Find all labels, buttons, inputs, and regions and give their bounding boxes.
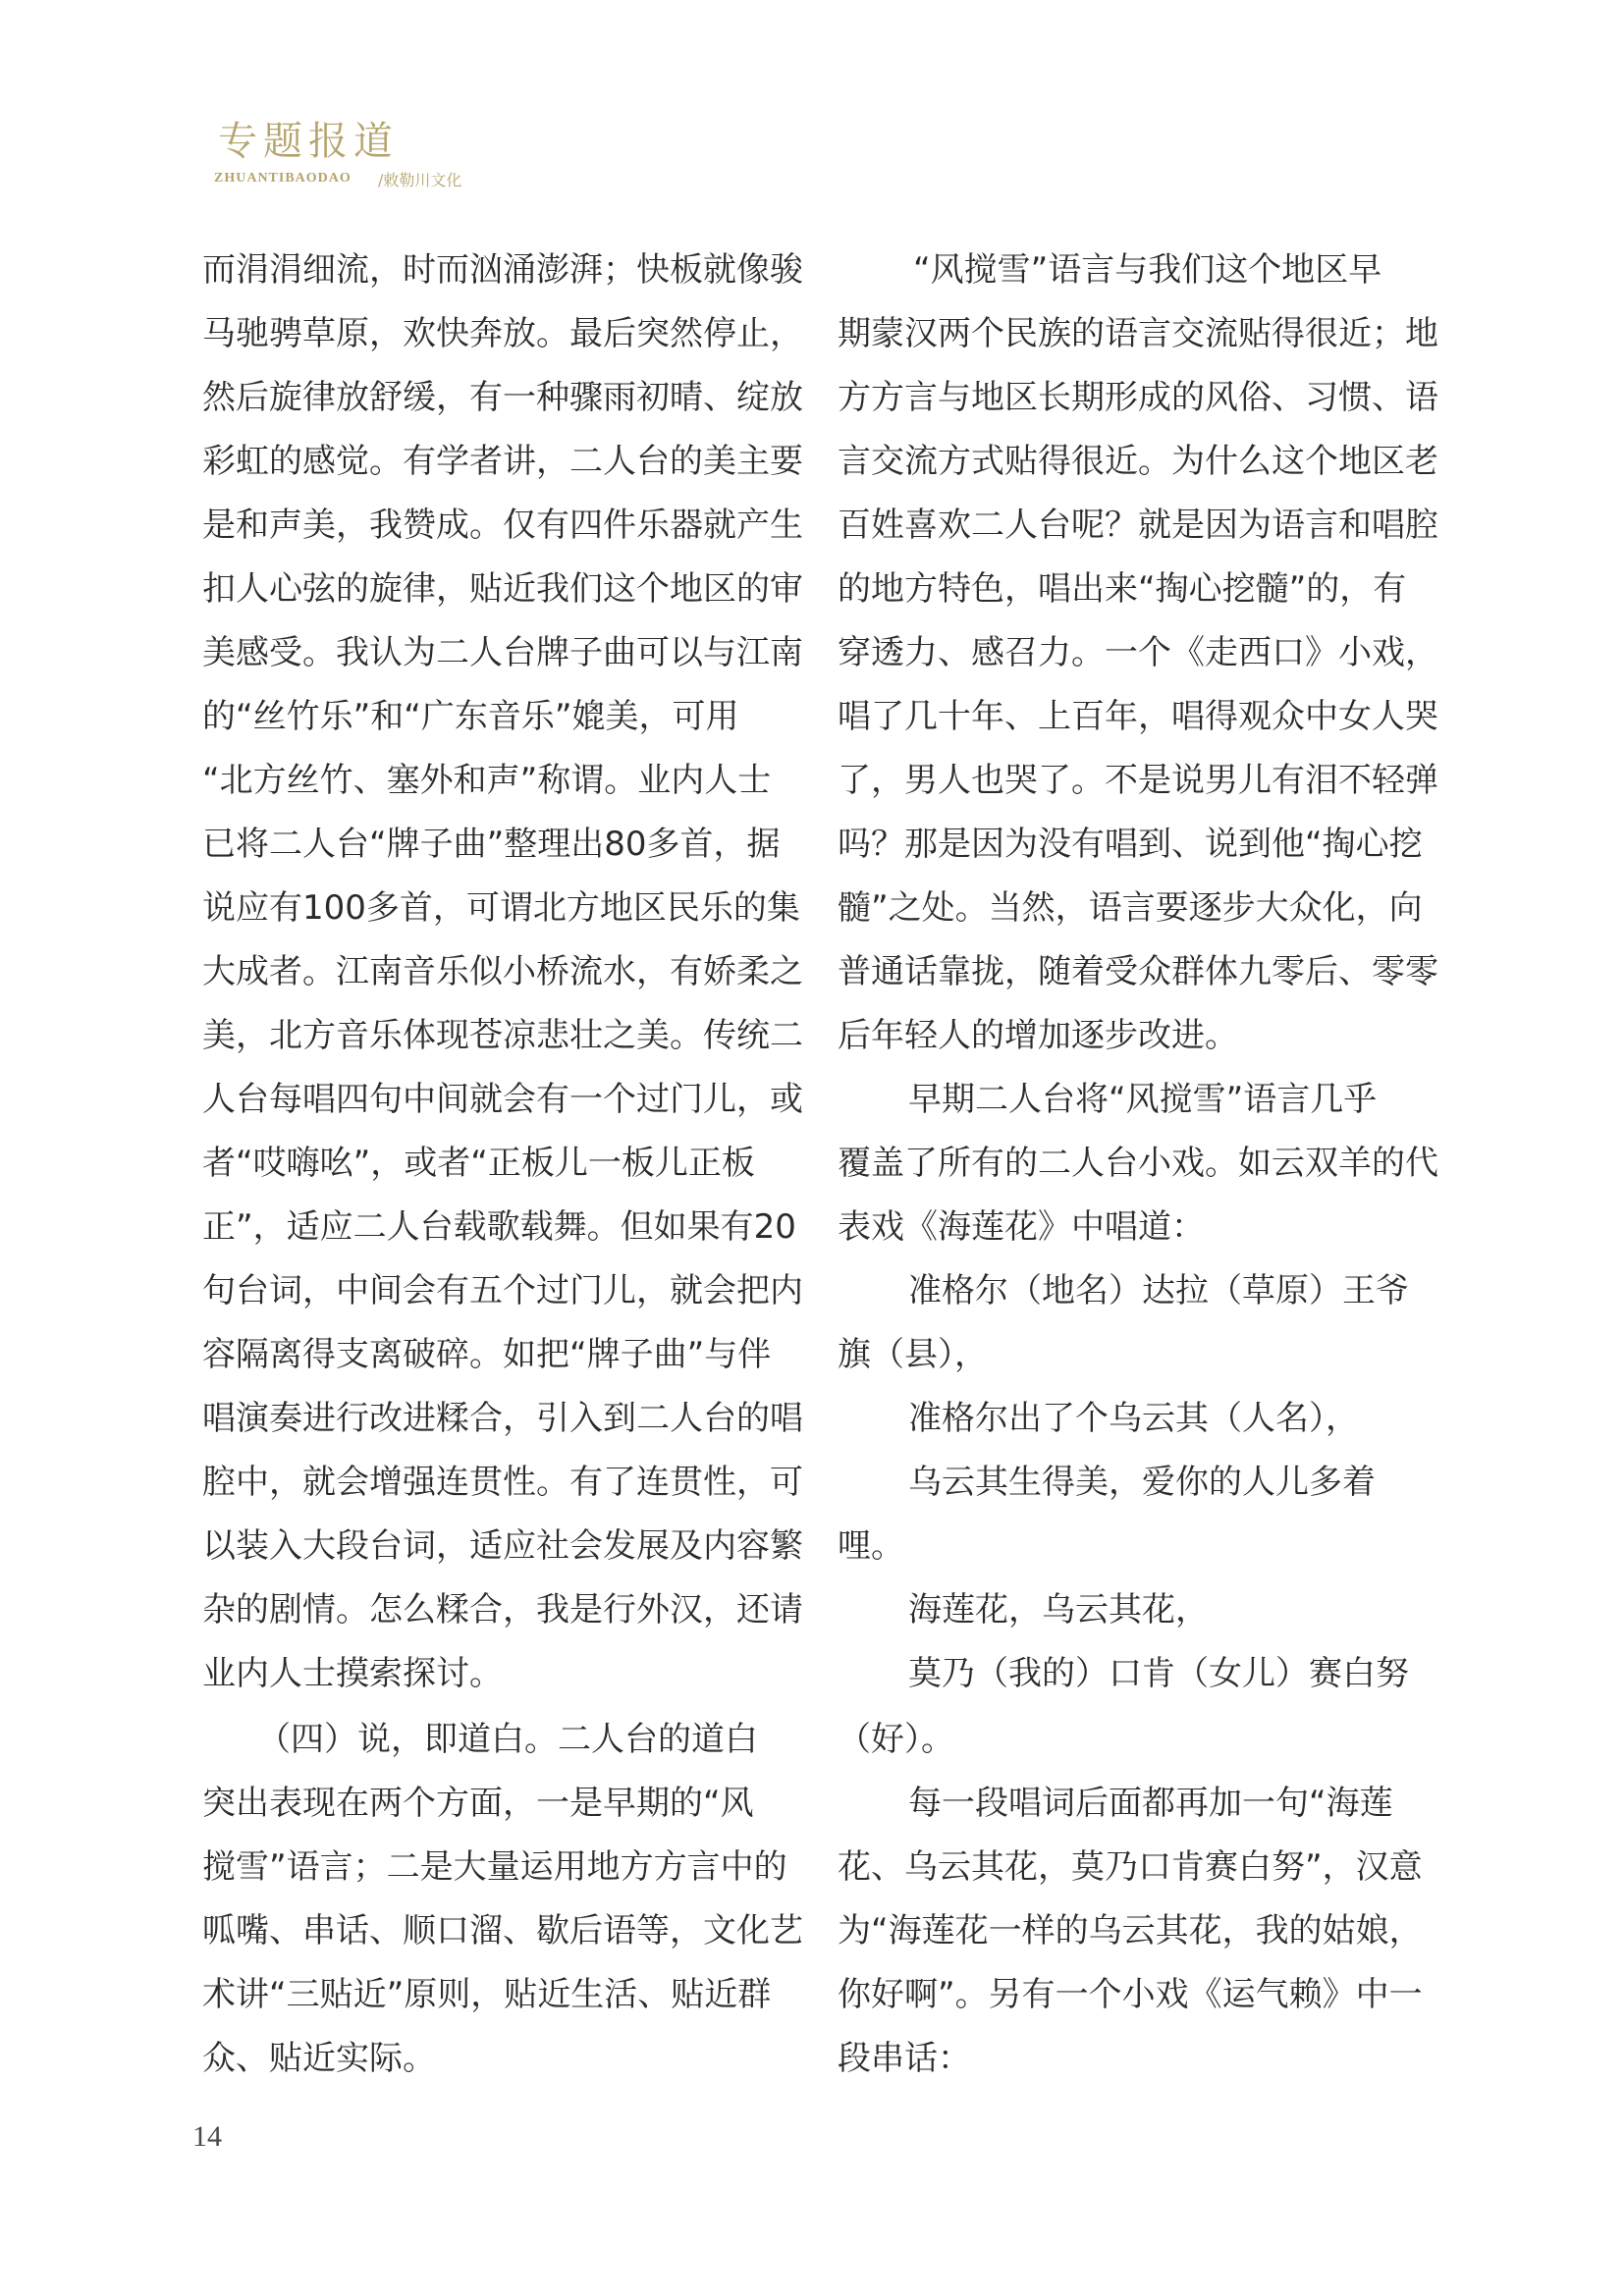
left-text-line: 搅雪”语言；二是大量运用地方方言中的 <box>202 1847 787 1887</box>
right-text-line: 准格尔（地名）达拉（草原）王爷 <box>908 1271 1409 1310</box>
right-text-line: 段串话： <box>838 2039 971 2078</box>
right-text-line: 穿透力、感召力。一个《走西口》小戏， <box>838 633 1438 672</box>
left-text-line: 人台每唱四句中间就会有一个过门儿，或 <box>202 1080 803 1119</box>
left-text-line: 呱嘴、串话、顺口溜、歇后语等，文化艺 <box>202 1911 803 1950</box>
right-text-line: 为“海莲花一样的乌云其花，我的姑娘， <box>838 1911 1423 1950</box>
left-text-line: （四）说，即道白。二人台的道白 <box>257 1720 758 1759</box>
right-text-line: 期蒙汉两个民族的语言交流贴得很近；地 <box>838 314 1438 353</box>
right-text-line: 表戏《海莲花》中唱道： <box>838 1207 1205 1247</box>
right-text-line: （好）。 <box>838 1720 954 1759</box>
left-text-line: 杂的剧情。怎么糅合，我是行外汉，还请 <box>202 1590 803 1629</box>
right-text-line: 乌云其生得美，爱你的人儿多着 <box>908 1463 1376 1502</box>
right-text-line: 你好啊”。另有一个小戏《运气赖》中一 <box>838 1975 1423 2014</box>
right-text-line: 海莲花，乌云其花， <box>908 1590 1209 1629</box>
left-text-line: 美感受。我认为二人台牌子曲可以与江南 <box>202 633 803 672</box>
left-text-line: 然后旋律放舒缓，有一种骤雨初晴、绽放 <box>202 378 803 417</box>
right-text-line: 每一段唱词后面都再加一句“海莲 <box>908 1784 1393 1823</box>
left-text-line: 的“丝竹乐”和“广东音乐”媲美，可用 <box>202 697 739 736</box>
left-text-line: 容隔离得支离破碎。如把“牌子曲”与伴 <box>202 1335 772 1374</box>
left-text-line: 是和声美，我赞成。仅有四件乐器就产生 <box>202 506 803 545</box>
right-text-line: 哩。 <box>838 1526 904 1566</box>
left-text-line: 正”，适应二人台载歌载舞。但如果有20 <box>202 1207 796 1247</box>
section-title: 专题报道 <box>218 119 399 164</box>
right-text-line: 了，男人也哭了。不是说男儿有泪不轻弹 <box>838 761 1438 800</box>
left-text-line: “北方丝竹、塞外和声”称谓。业内人士 <box>202 761 772 800</box>
right-text-line: 覆盖了所有的二人台小戏。如云双羊的代 <box>838 1144 1438 1183</box>
left-text-line: 以装入大段台词，适应社会发展及内容繁 <box>202 1526 803 1566</box>
right-text-line: 的地方特色，唱出来“掏心挖髓”的，有 <box>838 569 1407 609</box>
right-text-line: 旗（县）， <box>838 1335 988 1374</box>
left-text-line: 腔中，就会增强连贯性。有了连贯性，可 <box>202 1463 803 1502</box>
right-text-line: 准格尔出了个乌云其（人名）， <box>908 1399 1359 1438</box>
left-text-line: 突出表现在两个方面，一是早期的“风 <box>202 1784 754 1823</box>
right-text-line: 言交流方式贴得很近。为什么这个地区老 <box>838 442 1438 481</box>
left-text-line: 唱演奏进行改进糅合，引入到二人台的唱 <box>202 1399 803 1438</box>
left-text-line: 句台词，中间会有五个过门儿，就会把内 <box>202 1271 803 1310</box>
right-text-line: 百姓喜欢二人台呢？就是因为语言和唱腔 <box>838 506 1438 545</box>
right-text-line: 后年轻人的增加逐步改进。 <box>838 1016 1238 1055</box>
left-text-line: 而涓涓细流，时而汹涌澎湃；快板就像骏 <box>202 250 803 290</box>
right-text-line: 吗？那是因为没有唱到、说到他“掏心挖 <box>838 825 1423 864</box>
section-subtitle: ZHUANTIBAODAO <box>214 171 352 186</box>
left-text-line: 扣人心弦的旋律，贴近我们这个地区的审 <box>202 569 803 609</box>
right-text-line: 唱了几十年、上百年，唱得观众中女人哭 <box>838 697 1438 736</box>
section-tag: /敕勒川文化 <box>378 171 462 189</box>
left-text-line: 术讲“三贴近”原则，贴近生活、贴近群 <box>202 1975 772 2014</box>
right-text-line: 早期二人台将“风搅雪”语言几乎 <box>908 1080 1378 1119</box>
left-text-line: 众、贴近实际。 <box>202 2039 436 2078</box>
left-text-line: 者“哎嗨吆”，或者“正板儿一板儿正板 <box>202 1144 755 1183</box>
right-text-line: “风搅雪”语言与我们这个地区早 <box>913 250 1382 290</box>
right-text-line: 莫乃（我的）口肯（女儿）赛白努 <box>908 1654 1409 1693</box>
left-text-line: 马驰骋草原，欢快奔放。最后突然停止， <box>202 314 803 353</box>
left-text-line: 大成者。江南音乐似小桥流水，有娇柔之 <box>202 952 803 991</box>
left-text-line: 美，北方音乐体现苍凉悲壮之美。传统二 <box>202 1016 803 1055</box>
right-text-line: 花、乌云其花，莫乃口肯赛白努”，汉意 <box>838 1847 1423 1887</box>
left-text-line: 业内人士摸索探讨。 <box>202 1654 503 1693</box>
left-text-line: 已将二人台“牌子曲”整理出80多首，据 <box>202 825 781 864</box>
right-text-line: 普通话靠拢，随着受众群体九零后、零零 <box>838 952 1438 991</box>
left-text-line: 说应有100多首，可谓北方地区民乐的集 <box>202 888 800 928</box>
right-text-line: 方方言与地区长期形成的风俗、习惯、语 <box>838 378 1438 417</box>
right-text-line: 髓”之处。当然，语言要逐步大众化，向 <box>838 888 1423 928</box>
left-text-line: 彩虹的感觉。有学者讲，二人台的美主要 <box>202 442 803 481</box>
page-number: 14 <box>192 2120 222 2153</box>
